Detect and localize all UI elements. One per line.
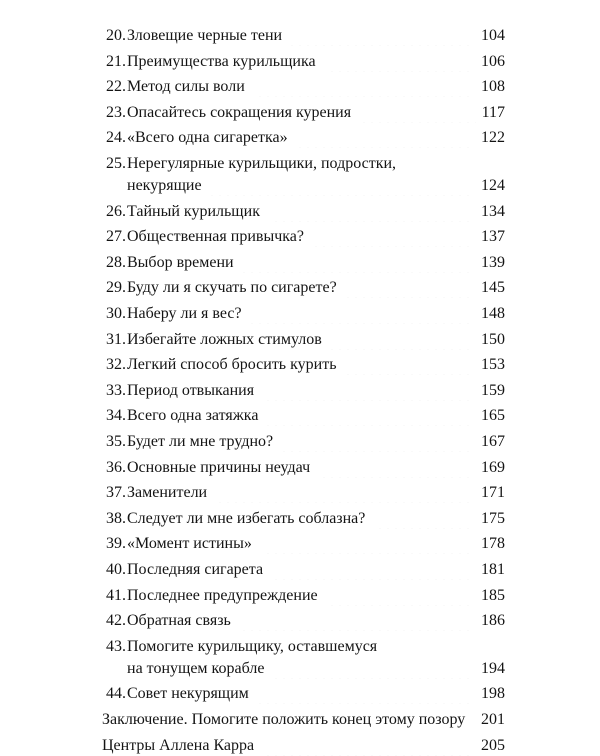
toc-entry-title: «Момент истины» [127,535,252,553]
toc-entry[interactable] [0,684,600,704]
toc-entry-number: 31. [106,330,126,348]
toc-entry-number: 29. [106,279,126,297]
toc-entry-number: 35. [106,433,126,450]
dot-leader [272,202,475,222]
toc-entry-page-number: 124 [481,177,505,194]
toc-entry-number: 21. [106,52,126,70]
toc-entry[interactable] [0,483,600,503]
dot-leader [272,659,475,679]
toc-entry-page-number: 150 [481,330,505,348]
toc-entry[interactable] [0,355,600,375]
toc-entry-number: 37. [106,484,126,502]
toc-entry-title: Метод силы воли [127,78,245,96]
toc-entry-title: Последнее предупреждение [127,586,318,604]
toc-entry-page-number: 165 [481,407,505,425]
toc-entry-title: Преимущества курильщика [127,52,316,70]
toc-entry[interactable] [0,26,600,46]
toc-entry[interactable] [0,330,600,350]
toc-entry-title: Совет некурящим [127,685,249,703]
toc-entry-page-number: 181 [481,561,505,578]
toc-entry-number: 20. [106,27,126,44]
toc-entry[interactable] [0,432,600,452]
toc-entry-number: 23. [106,103,126,121]
toc-entry-number: 39. [106,535,126,553]
toc-entry-title: Заменители [127,484,208,502]
toc-entry-page-number: 178 [481,535,505,553]
toc-entry-number: 38. [106,509,126,527]
toc-entry-title: Нерегулярные курильщики, подростки, [127,155,397,172]
toc-entry-number: 42. [106,612,126,630]
toc-entry-page-number: 198 [481,685,505,703]
toc-entry[interactable] [0,736,600,756]
toc-entry-page-number: 145 [481,279,505,297]
dot-leader [344,355,475,375]
toc-entry[interactable] [0,253,600,273]
toc-entry-number: 32. [106,356,126,374]
toc-entry[interactable] [0,586,600,606]
toc-entry-title: Основные причины неудач [127,458,311,476]
dot-leader [264,381,475,401]
dot-leader [264,534,475,554]
dot-leader [264,736,475,756]
toc-entry-title: Последняя сигарета [127,561,264,578]
toc-entry-number: 28. [106,253,126,271]
dot-leader [208,176,475,196]
toc-entry-page-number: 194 [481,659,505,677]
toc-entry-title: Заключение. Помогите положить конец этому позору [102,711,466,728]
toc-entry-page-number: 201 [481,711,505,728]
toc-entry-title: Тайный курильщик [127,202,260,220]
toc-entry-page-number: 104 [481,27,505,44]
dot-leader [376,509,475,529]
toc-entry[interactable] [0,154,600,196]
toc-entry-number: 26. [106,202,126,220]
dot-leader [272,560,475,580]
dot-leader [296,128,475,148]
toc-entry-title: «Всего одна сигаретка» [127,129,288,147]
toc-entry[interactable] [0,77,600,97]
toc-entry[interactable] [0,278,600,298]
toc-entry-title: Опасайтесь сокращения курения [127,103,352,121]
toc-entry-number: 27. [106,228,126,246]
toc-entry-number: 36. [106,458,126,476]
toc-entry-page-number: 153 [481,356,505,374]
toc-entry[interactable] [0,509,600,529]
toc-entry-page-number: 167 [481,433,505,450]
toc-entry-title: Зловещие черные тени [127,27,283,44]
dot-leader [248,304,475,324]
toc-entry[interactable] [0,710,600,730]
toc-entry-title: Легкий способ бросить курить [127,356,337,374]
toc-entry[interactable] [0,406,600,426]
dot-leader [280,432,475,452]
toc-entry[interactable] [0,103,600,123]
dot-leader [320,458,475,478]
toc-entry-title: Общественная привычка? [127,228,304,246]
toc-entry-number: 34. [106,407,126,425]
toc-entry-number: 30. [106,305,126,322]
dot-leader [360,103,476,123]
toc-entry[interactable] [0,637,600,679]
toc-entry-page-number: 106 [481,52,505,70]
toc-entry-title: Помогите курильщику, оставшемуся [127,637,378,655]
toc-entry-title: Центры Аллена Карра [102,736,255,754]
dot-leader [328,52,475,72]
toc-entry-number: 33. [106,381,126,399]
dot-leader [256,684,475,704]
toc-entry-page-number: 205 [481,736,505,754]
toc-entry-title: Избегайте ложных стимулов [127,330,322,348]
toc-entry-page-number: 148 [481,305,505,322]
toc-entry-page-number: 134 [481,202,505,220]
toc-entry-title-continuation: на тонущем корабле [127,659,265,677]
toc-entry-page-number: 185 [481,586,505,604]
toc-entry[interactable] [0,611,600,631]
toc-entry[interactable] [0,534,600,554]
toc-entry-page-number: 137 [481,228,505,246]
dot-leader [240,611,475,631]
toc-entry-number: 22. [106,78,126,96]
toc-entry[interactable] [0,560,600,580]
dot-leader [344,278,475,298]
toc-entry-title: Период отвыкания [127,381,255,399]
dot-leader [312,227,475,247]
toc-entry-title: Выбор времени [127,253,234,271]
dot-leader [240,253,475,273]
toc-entry[interactable] [0,458,600,478]
toc-entry-page-number: 139 [481,253,505,271]
toc-entry-number: 44. [106,685,126,703]
toc-entry-page-number: 175 [481,509,505,527]
dot-leader [216,483,475,503]
toc-entry-page-number: 169 [481,458,505,476]
toc-entry-title: Наберу ли я вес? [127,305,242,322]
toc-entry-title: Буду ли я скучать по сигарете? [127,279,337,297]
toc-entry-title: Обратная связь [127,612,231,630]
toc-entry-number: 40. [106,561,126,578]
toc-entry-page-number: 122 [481,129,505,147]
toc-entry-title-continuation: некурящие [127,177,202,194]
toc-entry[interactable] [0,227,600,247]
toc-entry-number: 43. [106,637,126,655]
dot-leader [288,26,475,46]
toc-entry-number: 25. [106,155,126,172]
dot-leader [328,330,475,350]
toc-entry-page-number: 108 [481,78,505,96]
toc-entry-number: 41. [106,586,126,604]
toc-entry[interactable] [0,202,600,222]
dot-leader [472,710,475,730]
toc-entry-page-number: 117 [481,103,505,121]
toc-entry-number: 24. [106,129,126,147]
toc-entry[interactable] [0,304,600,324]
dot-leader [264,406,475,426]
dot-leader [328,586,475,606]
dot-leader [256,77,475,97]
toc-entry[interactable] [0,52,600,72]
toc-entry-title: Всего одна затяжка [127,407,259,425]
toc-entry-page-number: 171 [481,484,505,502]
toc-entry[interactable] [0,128,600,148]
toc-entry-page-number: 186 [481,612,505,630]
toc-entry-title: Будет ли мне трудно? [127,433,274,450]
toc-entry[interactable] [0,381,600,401]
toc-entry-page-number: 159 [481,381,505,399]
toc-entry-title: Следует ли мне избегать соблазна? [127,509,366,527]
